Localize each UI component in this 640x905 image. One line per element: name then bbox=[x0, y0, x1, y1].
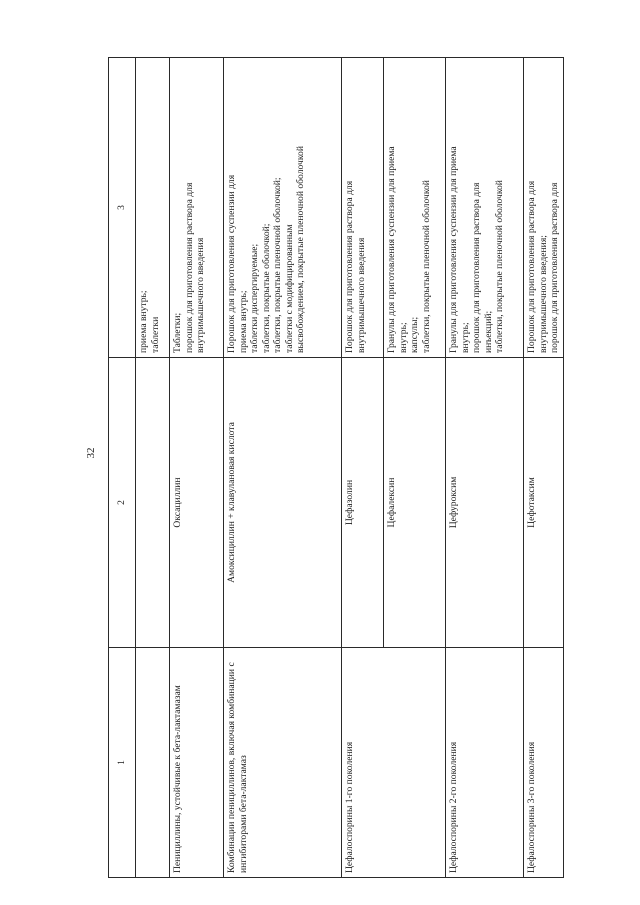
header-row bbox=[109, 58, 136, 878]
form-line: Гранулы для приготовления суспензии для приема bbox=[386, 146, 397, 353]
group-cell: Цефалоспорины 3-го поколения bbox=[524, 648, 564, 878]
drug-cell: Цефалексин bbox=[384, 358, 446, 648]
form-line: Порошок для приготовления раствора для bbox=[526, 180, 537, 353]
forms-cell bbox=[524, 58, 564, 358]
drug-cell: Цефуроксим bbox=[446, 358, 524, 648]
form-line: Таблетки; bbox=[172, 312, 183, 353]
form-line: внутримышечного введения bbox=[355, 237, 367, 353]
drug-table bbox=[108, 57, 564, 878]
drug-cell bbox=[136, 358, 170, 648]
table-row bbox=[342, 58, 384, 878]
forms-cell bbox=[224, 58, 342, 358]
drug-cell: Цефазолин bbox=[342, 358, 384, 648]
form-line: приема внутрь; bbox=[237, 290, 249, 353]
drug-cell: Оксациллин bbox=[170, 358, 224, 648]
forms-cell bbox=[170, 58, 224, 358]
table-row bbox=[224, 58, 342, 878]
page-number: 32 bbox=[85, 447, 97, 459]
form-line: инъекций; bbox=[482, 310, 494, 353]
form-line: приема внутрь; bbox=[138, 290, 149, 353]
form-line: внутрь; bbox=[397, 322, 409, 353]
form-line: порошок для приготовления раствора для bbox=[549, 182, 560, 353]
table-row bbox=[524, 58, 564, 878]
form-line: порошок для приготовления раствора для bbox=[183, 182, 195, 353]
rotated-table-container bbox=[108, 58, 560, 878]
group-cell: Цефалоспорины 1-го поколения bbox=[342, 648, 384, 878]
form-line: таблетки с модифицированным bbox=[283, 224, 295, 353]
form-line: Гранулы для приготовления суспензии для приема bbox=[448, 146, 459, 353]
column-header-2: 2 bbox=[109, 358, 136, 648]
table-row bbox=[170, 58, 224, 878]
form-line: таблетки bbox=[149, 316, 161, 353]
forms-cell bbox=[384, 58, 446, 358]
form-line: таблетки, покрытые оболочкой; bbox=[260, 223, 272, 353]
form-line: таблетки, покрытые пленочной оболочкой; bbox=[272, 177, 283, 353]
column-header-3: 3 bbox=[109, 58, 136, 358]
group-cell: Комбинации пенициллинов, включая комбинации с ингибиторами бета-лактамаз bbox=[224, 648, 342, 878]
form-line: внутримышечного введения; bbox=[537, 235, 549, 353]
forms-cell bbox=[342, 58, 384, 358]
table-row bbox=[136, 58, 170, 878]
form-line: внутрь; bbox=[459, 322, 471, 353]
form-line: высвобождением, покрытые пленочной оболочкой bbox=[295, 146, 306, 353]
group-cell bbox=[384, 648, 446, 878]
group-cell bbox=[136, 648, 170, 878]
form-line: таблетки, покрытые пленочной оболочкой bbox=[494, 180, 505, 353]
forms-cell bbox=[136, 58, 170, 358]
form-line: капсулы; bbox=[409, 316, 420, 353]
form-line: таблетки диспергируемые; bbox=[249, 243, 260, 353]
column-header-1: 1 bbox=[109, 648, 136, 878]
group-cell: Пенициллины, устойчивые к бета-лактамазам bbox=[170, 648, 224, 878]
forms-cell bbox=[446, 58, 524, 358]
form-line: порошок для приготовления раствора для bbox=[471, 182, 482, 353]
form-line: Порошок для приготовления суспензии для bbox=[226, 174, 237, 353]
form-line: таблетки, покрытые пленочной оболочкой bbox=[420, 180, 432, 353]
form-line: Порошок для приготовления раствора для bbox=[344, 180, 355, 353]
table-row bbox=[446, 58, 524, 878]
group-cell: Цефалоспорины 2-го поколения bbox=[446, 648, 524, 878]
table-row bbox=[384, 58, 446, 878]
form-line: внутримышечного введения bbox=[195, 237, 206, 353]
drug-cell: Амоксициллин + клавулановая кислота bbox=[224, 358, 342, 648]
drug-cell: Цефотаксим bbox=[524, 358, 564, 648]
